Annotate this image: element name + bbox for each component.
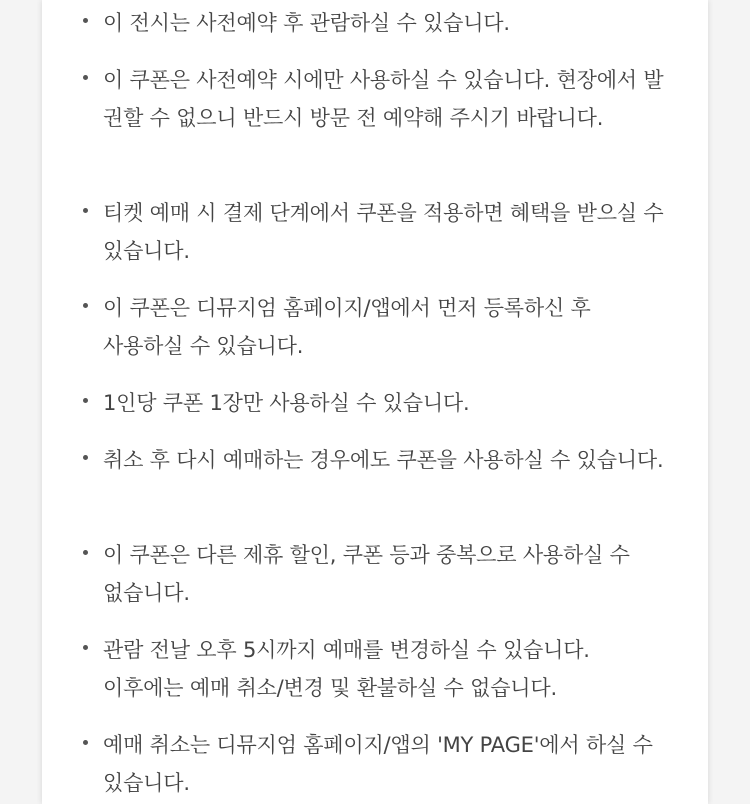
notice-text: 이 쿠폰은 디뮤지엄 홈페이지/앱에서 먼저 등록하신 후 사용하실 수 있습니다. bbox=[103, 296, 591, 358]
bullet-icon bbox=[83, 75, 88, 80]
notice-text: 관람 전날 오후 5시까지 예매를 변경하실 수 있습니다. 이후에는 예매 취소/변경 및 환불하실 수 없습니다. bbox=[103, 638, 590, 700]
notice-text: 취소 후 다시 예매하는 경우에도 쿠폰을 사용하실 수 있습니다. bbox=[103, 448, 664, 472]
bullet-icon bbox=[83, 18, 88, 23]
notice-text: 예매 취소는 디뮤지엄 홈페이지/앱의 'MY PAGE'에서 하실 수 있습니다. bbox=[103, 733, 653, 795]
bullet-icon bbox=[83, 550, 88, 555]
notice-card bbox=[42, 0, 708, 804]
bullet-icon bbox=[83, 303, 88, 308]
notice-text: 이 쿠폰은 다른 제휴 할인, 쿠폰 등과 중복으로 사용하실 수 없습니다. bbox=[103, 543, 630, 605]
bullet-icon bbox=[83, 398, 88, 403]
bullet-icon bbox=[83, 455, 88, 460]
bullet-icon bbox=[83, 740, 88, 745]
notice-text: 이 전시는 사전예약 후 관람하실 수 있습니다. bbox=[103, 11, 510, 35]
notice-text: 티켓 예매 시 결제 단계에서 쿠폰을 적용하면 혜택을 받으실 수 있습니다. bbox=[103, 201, 664, 263]
bullet-icon bbox=[83, 208, 88, 213]
bullet-icon bbox=[83, 645, 88, 650]
notice-text: 이 쿠폰은 사전예약 시에만 사용하실 수 있습니다. 현장에서 발권할 수 없으니 반드시 방문 전 예약해 주시기 바랍니다. bbox=[103, 68, 664, 130]
notice-text: 1인당 쿠폰 1장만 사용하실 수 있습니다. bbox=[103, 391, 470, 415]
